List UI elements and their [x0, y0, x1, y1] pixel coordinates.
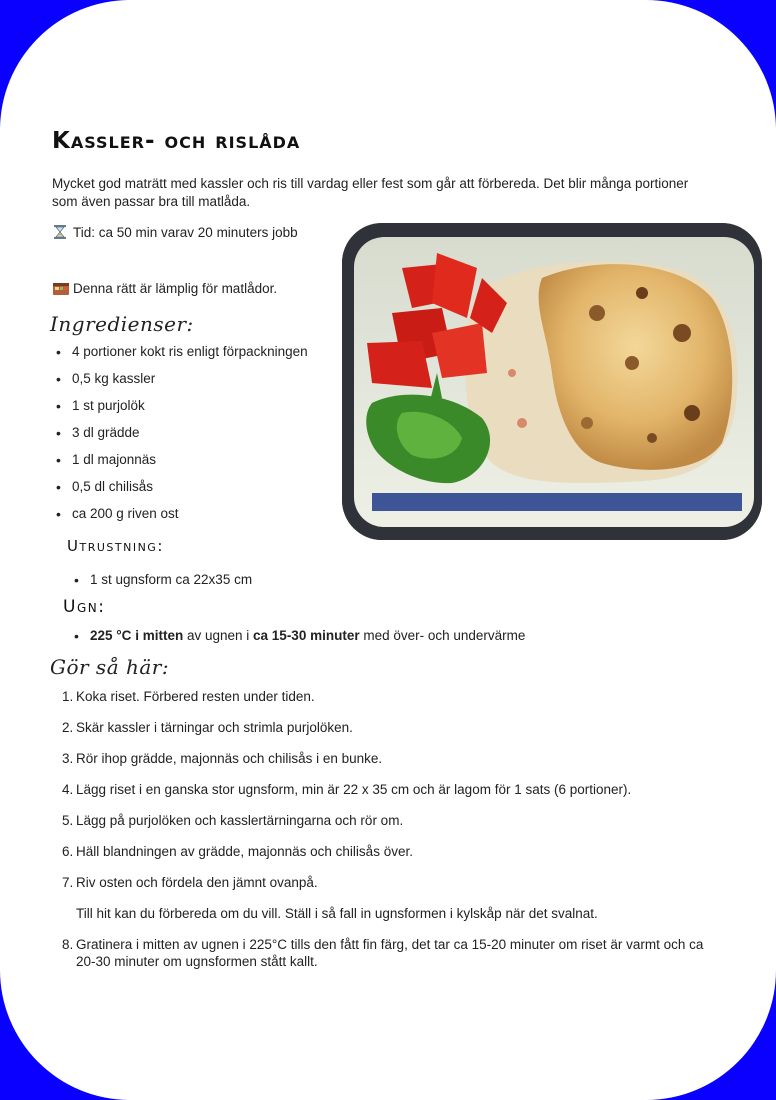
time-text: Tid: ca 50 min varav 20 minuters jobb	[73, 224, 298, 240]
ingredient-item: • ca 200 g riven ost	[52, 505, 308, 532]
step-text: Häll blandningen av grädde, majonnäs och chilisås över.	[76, 844, 413, 859]
oven-text-mid: av ugnen i	[183, 628, 254, 643]
steps-list	[62, 688, 722, 984]
equipment-heading: Utrustning:	[67, 537, 164, 555]
step-number: 6.	[62, 844, 74, 859]
step-item	[62, 750, 722, 767]
ingredient-item: • 4 portioner kokt ris enligt förpackningen	[52, 343, 308, 370]
step-number: 5.	[62, 813, 74, 828]
step-number: 2.	[62, 720, 74, 735]
ingredient-item: • 0,5 kg kassler	[52, 370, 308, 397]
oven-temp: 225 °C	[90, 628, 132, 643]
ingredient-item: • 3 dl grädde	[52, 424, 308, 451]
step-number: 7.	[62, 875, 74, 890]
oven-item	[70, 627, 730, 654]
prep-note: Till hit kan du förbereda om du vill. Ställ i så fall in ugnsformen i kylskåp när det svalnat.	[76, 906, 598, 921]
step-text: Skär kassler i tärningar och strimla purjolöken.	[76, 720, 353, 735]
step-text: Rör ihop grädde, majonnäs och chilisås i en bunke.	[76, 751, 383, 766]
step-item	[62, 874, 722, 891]
ingredients-heading: Ingredienser:	[50, 312, 194, 336]
lunchbox-text: Denna rätt är lämplig för matlådor.	[73, 280, 278, 296]
recipe-title: Kassler- och rislåda	[52, 128, 301, 154]
ingredients-list	[52, 343, 308, 532]
step-item	[62, 936, 722, 970]
steps-heading: Gör så här:	[50, 655, 170, 679]
recipe-intro: Mycket god maträtt med kassler och ris till vardag eller fest som går att förbereda. Det blir många portioner som även passar bra till matlåda.	[52, 176, 689, 209]
equipment-item: • 1 st ugnsform ca 22x35 cm	[70, 571, 252, 598]
ingredient-item: • 1 dl majonnäs	[52, 451, 308, 478]
ingredient-item: • 0,5 dl chilisås	[52, 478, 308, 505]
equipment-list	[70, 571, 252, 598]
step-text: Gratinera i mitten av ugnen i 225°C tills den fått fin färg, det tar ca 15-20 minuter om riset är varmt och ca 20-30 minuter om ugnsformen stått kallt.	[76, 937, 704, 969]
ingredient-item: • 1 st purjolök	[52, 397, 308, 424]
step-number: 4.	[62, 782, 74, 797]
dish-photo	[342, 223, 762, 540]
oven-text-tail: med över- och undervärme	[359, 628, 526, 643]
step-item	[62, 843, 722, 860]
step-text: Lägg riset i en ganska stor ugnsform, min är 22 x 35 cm och är lagom för 1 sats (6 portioner).	[76, 782, 632, 797]
step-number: 3.	[62, 751, 74, 766]
step-text: Lägg på purjolöken och kasslertärningarna och rör om.	[76, 813, 404, 828]
oven-heading: Ugn:	[63, 597, 106, 617]
time-info	[52, 224, 298, 240]
hourglass-icon	[52, 224, 68, 240]
step-text: Koka riset. Förbered resten under tiden.	[76, 689, 315, 704]
lunchbox-icon	[52, 280, 68, 296]
step-item	[62, 781, 722, 798]
step-item	[62, 812, 722, 829]
step-item	[62, 719, 722, 736]
oven-position: i mitten	[135, 628, 184, 643]
lunchbox-info	[52, 280, 277, 296]
oven-list	[70, 627, 730, 654]
step-item	[62, 688, 722, 705]
oven-time: ca 15-30 minuter	[253, 628, 360, 643]
step-number: 1.	[62, 689, 74, 704]
step-number: 8.	[62, 937, 74, 952]
step-text: Riv osten och fördela den jämnt ovanpå.	[76, 875, 318, 890]
